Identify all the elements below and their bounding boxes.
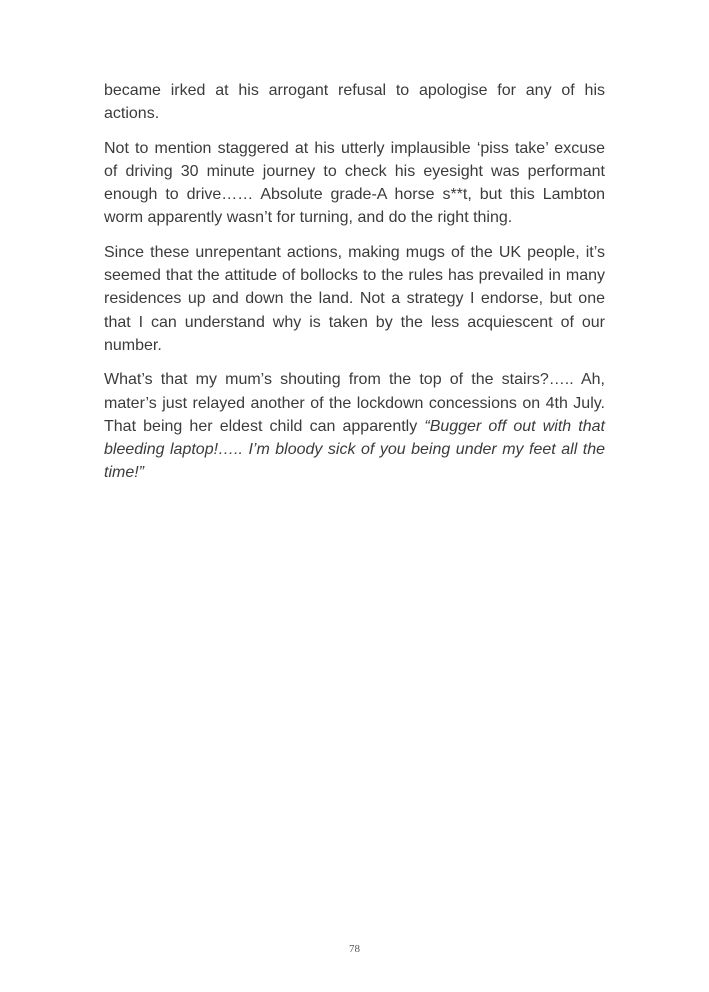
paragraph-3-text: Since these unrepentant actions, making mugs of the UK people, it’s seemed that the attitude of bollocks to the rules has prevailed in many residences up and down the land. Not a strategy I endorse, but one that I can understand why is taken by the less acquiescent of our number. <box>104 243 605 354</box>
page-number: 78 <box>349 943 360 955</box>
paragraph-2-text: Not to mention staggered at his utterly implausible ‘piss take’ excuse of driving 30 minute journey to check his eyesight was performant enough to drive…… Absolute grade-A horse s**t, but this Lambton worm apparently wasn’t for turning, and do the right thing. <box>104 139 605 227</box>
paragraph-1-text: became irked at his arrogant refusal to apologise for any of his actions. <box>104 82 605 123</box>
paragraph-4-quote: “Bugger off out with that bleeding laptop!….. I’m bloody sick of you being under my feet all the time!” <box>104 417 605 482</box>
paragraph-3 <box>104 241 605 357</box>
paragraph-1 <box>104 79 605 126</box>
paragraph-4 <box>104 368 605 484</box>
paragraph-2 <box>104 137 605 230</box>
paragraph-4-text: What’s that my mum’s shouting from the top of the stairs?….. Ah, mater’s just relayed another of the lockdown concessions on 4th July. That being her eldest child can apparently <box>104 371 605 435</box>
body-text <box>104 79 605 496</box>
